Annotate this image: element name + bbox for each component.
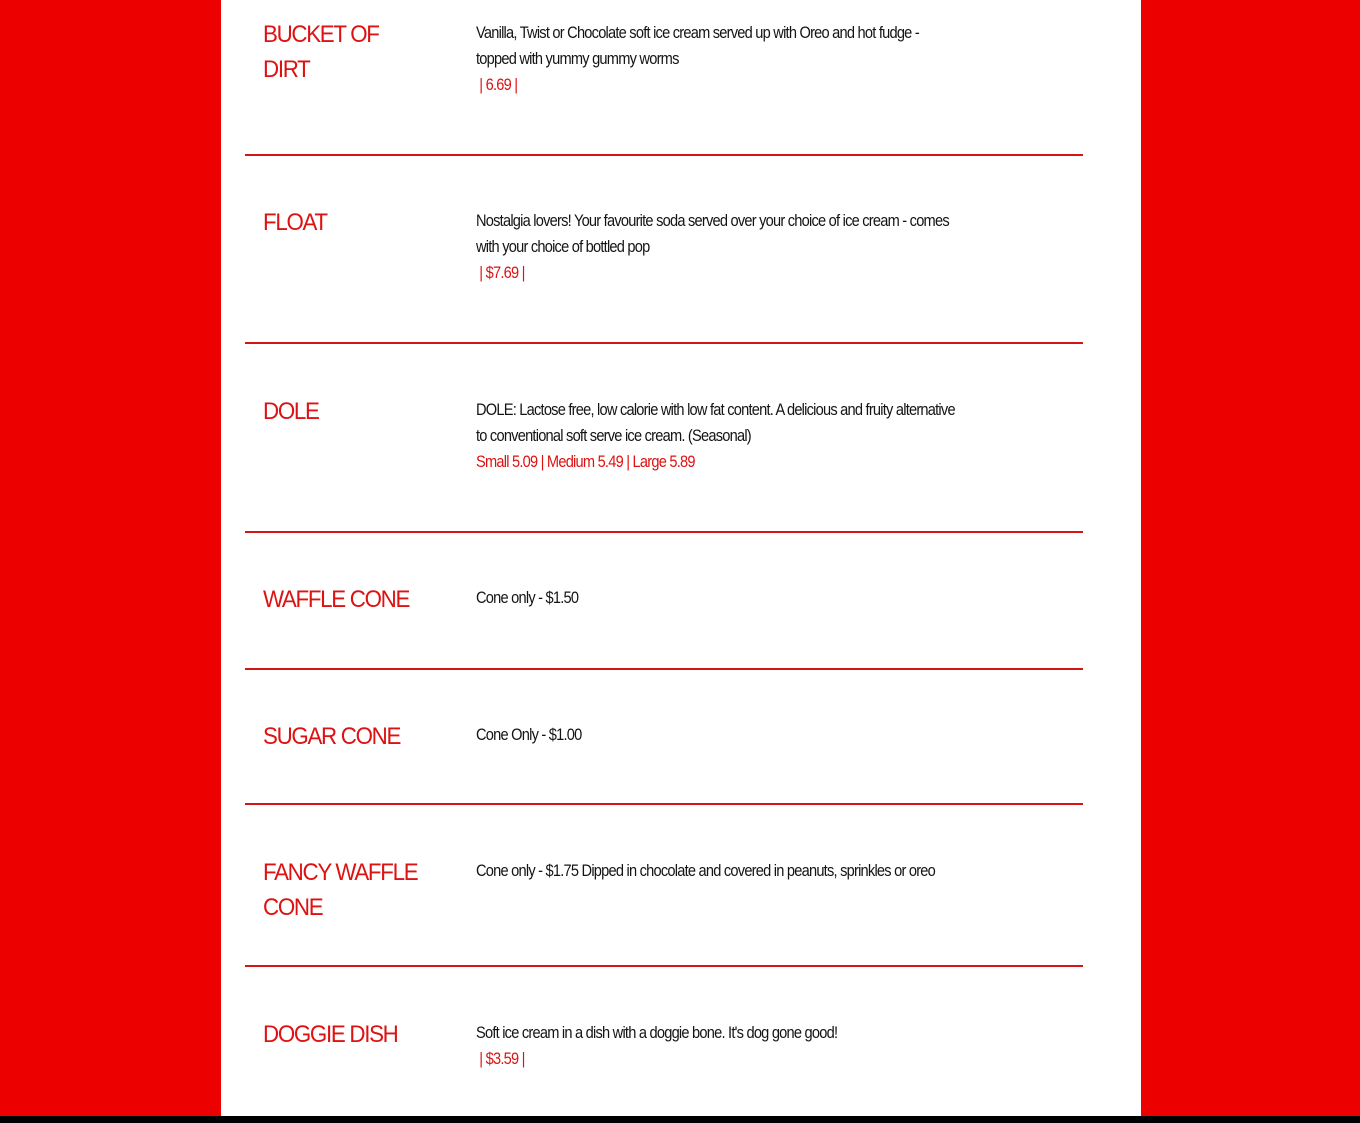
item-name: FLOAT <box>263 209 327 236</box>
menu-divider <box>245 342 1083 344</box>
item-name: SUGAR CONE <box>263 723 401 750</box>
menu-panel <box>221 0 1141 1116</box>
item-description-text: Cone only - $1.75 Dipped in chocolate and covered in peanuts, sprinkles or oreo <box>476 861 936 880</box>
item-description-text: Cone Only - $1.00 <box>476 725 582 744</box>
item-name: WAFFLE CONE <box>263 586 410 613</box>
item-description-text: Cone only - $1.50 <box>476 588 579 607</box>
item-name: BUCKET OF DIRT <box>263 21 379 83</box>
item-price: | $3.59 | <box>476 1049 525 1068</box>
menu-divider <box>245 531 1083 533</box>
menu-divider <box>245 154 1083 156</box>
item-description <box>476 1020 958 1072</box>
item-name: FANCY WAFFLE CONE <box>263 859 418 921</box>
item-name: DOLE <box>263 398 319 425</box>
menu-divider <box>245 965 1083 967</box>
menu-divider <box>245 803 1083 805</box>
item-description <box>476 208 958 286</box>
item-description <box>476 397 958 475</box>
item-description-text: Soft ice cream in a dish with a doggie bone. It's dog gone good! <box>476 1023 838 1042</box>
item-description <box>476 858 958 884</box>
menu-divider <box>245 668 1083 670</box>
item-name: DOGGIE DISH <box>263 1021 398 1048</box>
bottom-bar <box>0 1116 1360 1123</box>
item-description-text: Vanilla, Twist or Chocolate soft ice cream served up with Oreo and hot fudge - topped with yummy gummy worms <box>476 23 919 68</box>
item-price: | 6.69 | <box>476 75 518 94</box>
item-description <box>476 20 958 98</box>
item-description-text: Nostalgia lovers! Your favourite soda served over your choice of ice cream - comes with your choice of bottled pop <box>476 211 949 256</box>
item-description <box>476 585 958 611</box>
item-description <box>476 722 958 748</box>
item-price: Small 5.09 | Medium 5.49 | Large 5.89 <box>476 452 695 471</box>
item-price: | $7.69 | <box>476 263 525 282</box>
item-description-text: DOLE: Lactose free, low calorie with low fat content. A delicious and fruity alternative to conventional soft serve ice cream. (Seasonal) <box>476 400 955 445</box>
